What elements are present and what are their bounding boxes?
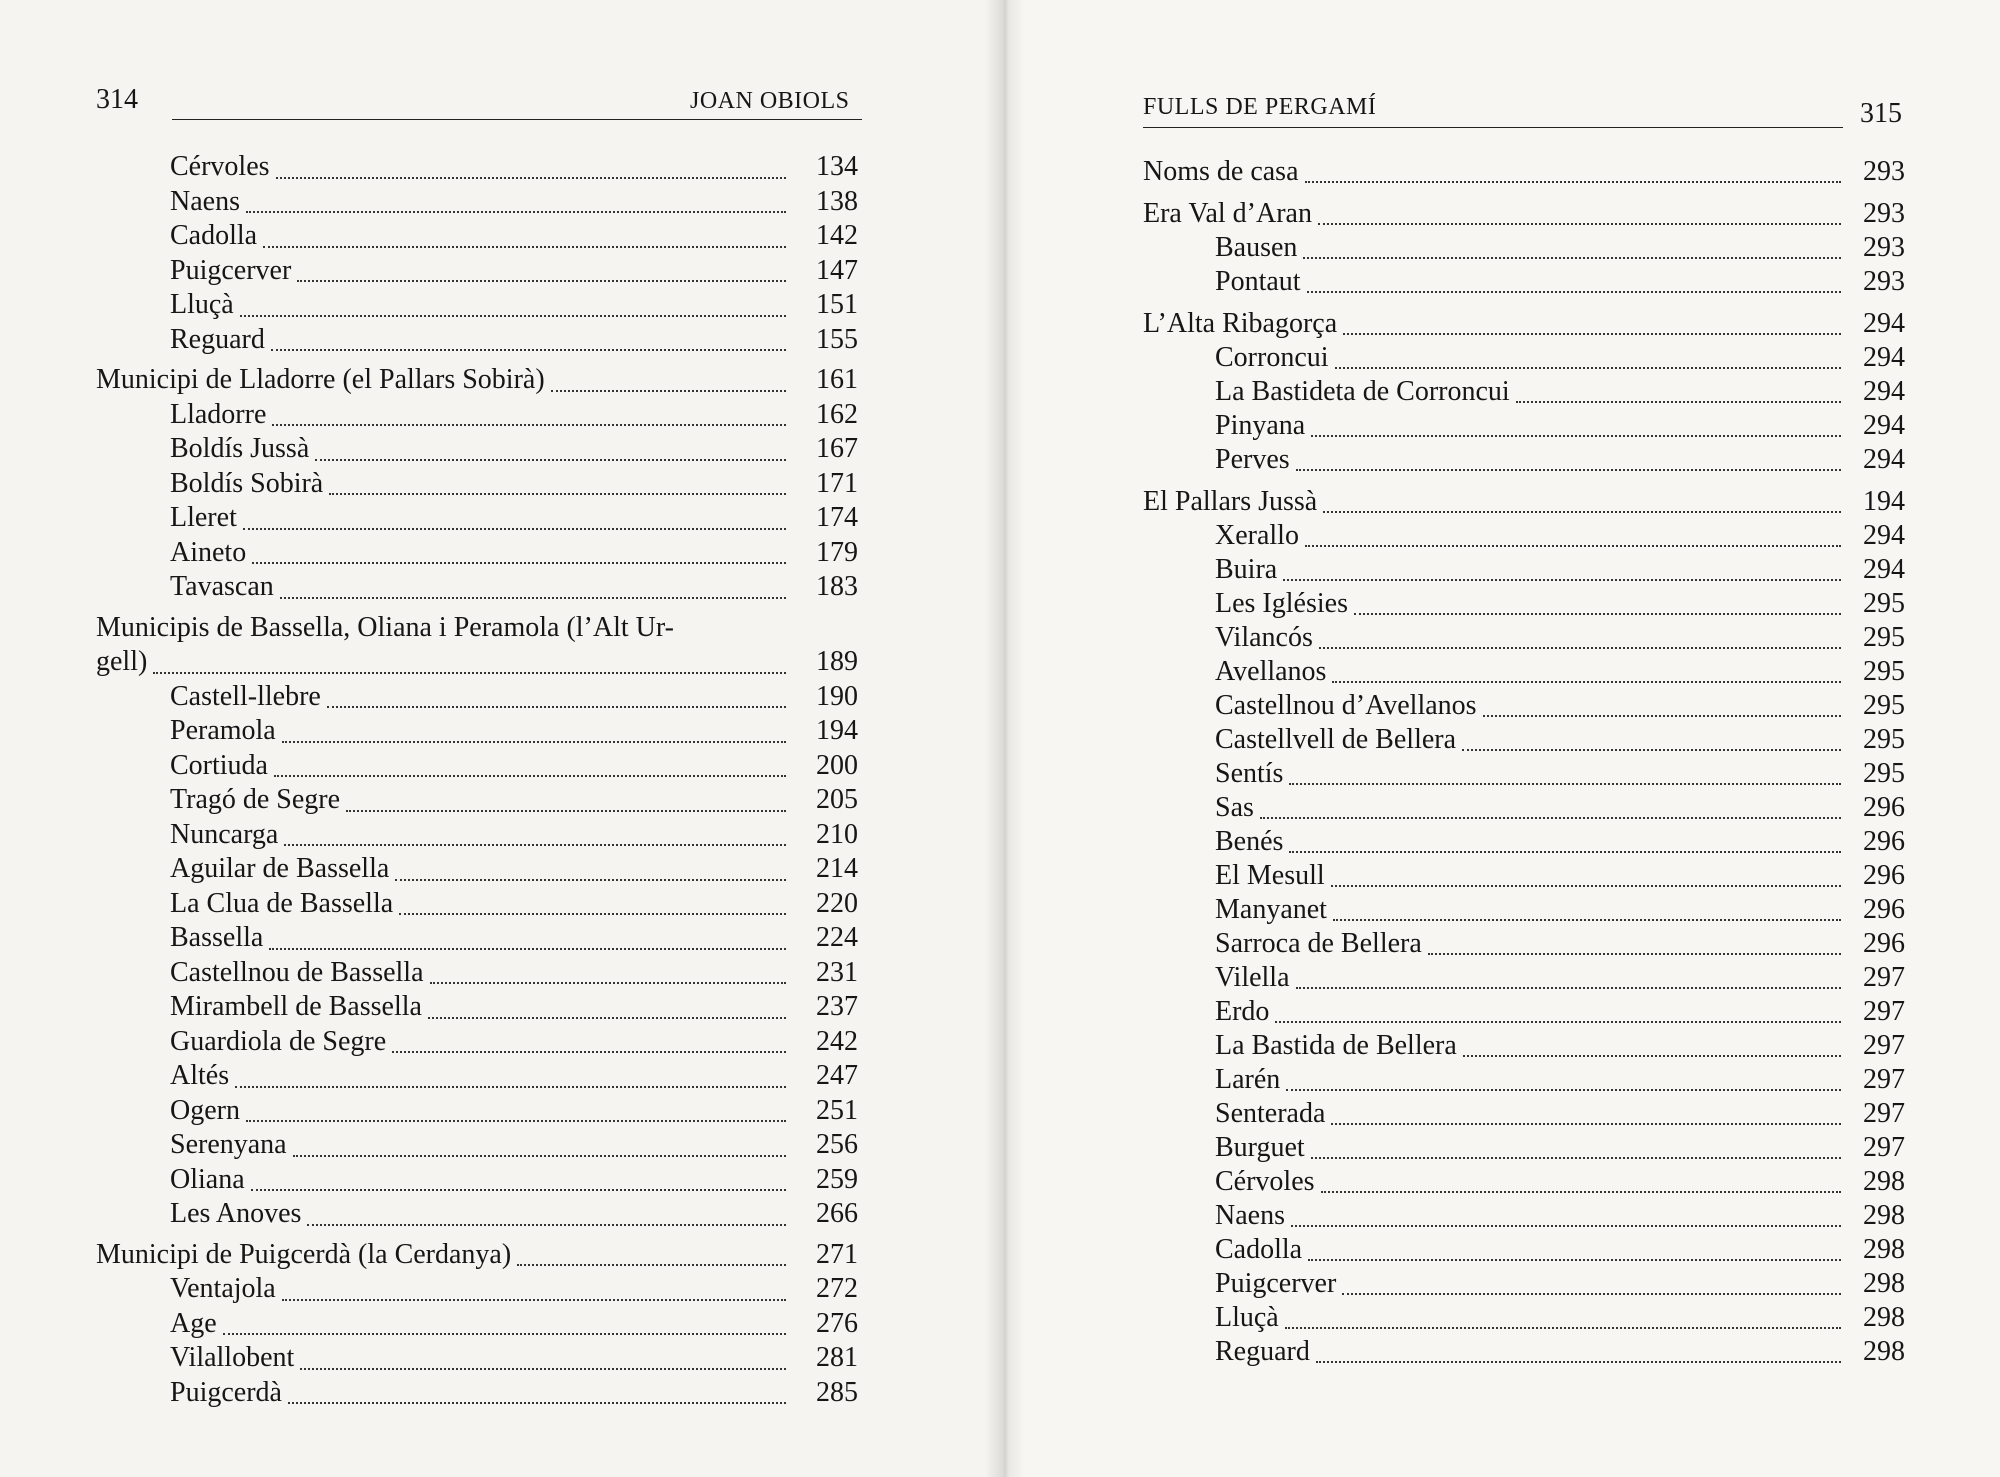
toc-entry-page-number: 194 (1863, 486, 1905, 517)
toc-entry-label: Sarroca de Bellera (1215, 928, 1422, 959)
header-rule (172, 119, 862, 120)
toc-entry-page-number: 293 (1863, 198, 1905, 229)
toc-entry-page-number: 297 (1863, 1098, 1905, 1129)
toc-entry (1143, 197, 1905, 231)
dot-leader (1305, 545, 1841, 547)
toc-entry-page-number: 296 (1863, 928, 1905, 959)
dot-leader (1318, 223, 1841, 225)
toc-entry-label: Era Val d’Aran (1143, 198, 1312, 229)
toc-entry-label: Naens (1215, 1200, 1285, 1231)
toc-entry-page-number: 231 (816, 956, 858, 988)
toc-entry-page-number: 247 (816, 1060, 858, 1091)
toc-entry (1143, 1233, 1905, 1267)
dot-leader (269, 948, 786, 950)
toc-entry-page-number: 296 (1863, 826, 1905, 857)
dot-leader (1428, 953, 1841, 955)
toc-entry (1143, 723, 1905, 757)
toc-entry-label: Municipi de Puigcerdà (la Cerdanya) (96, 1238, 512, 1270)
toc-entry-page-number: 297 (1863, 996, 1905, 1027)
toc-entry (96, 150, 858, 185)
toc-entry-label: Pontaut (1215, 266, 1301, 297)
toc-entry-page-number: 214 (816, 853, 858, 884)
toc-entry-label: Castellnou d’Avellanos (1215, 690, 1477, 721)
toc-entry-label: Tavascan (170, 571, 274, 602)
toc-entry (96, 1059, 858, 1094)
toc-entry-page-number: 271 (816, 1238, 858, 1270)
toc-entry-label: Aineto (170, 536, 247, 568)
toc-entry (1143, 341, 1905, 375)
toc-entry (1143, 1335, 1905, 1369)
toc-entry-label: Peramola (170, 715, 276, 746)
toc-entry-label: Benés (1215, 826, 1284, 857)
toc-entry-page-number: 298 (1863, 1268, 1905, 1299)
dot-leader (1296, 469, 1841, 471)
toc-entry (1143, 443, 1905, 477)
right-page (1005, 0, 2000, 1477)
toc-entry-page-number: 134 (816, 151, 858, 182)
toc-entry-page-number: 294 (1863, 376, 1905, 407)
dot-leader (1331, 885, 1841, 887)
toc-entry-page-number: 256 (816, 1129, 858, 1160)
toc-entry-page-number: 295 (1863, 724, 1905, 755)
toc-entry-page-number: 183 (816, 571, 858, 602)
toc-entry (96, 783, 858, 818)
toc-entry-page-number: 194 (816, 715, 858, 746)
dot-leader (428, 1017, 786, 1019)
toc-entry (1143, 485, 1905, 519)
toc-entry (96, 467, 858, 502)
toc-entry-label: Avellanos (1215, 656, 1327, 687)
dot-leader (1354, 613, 1841, 615)
toc-entry-page-number: 138 (816, 185, 858, 217)
toc-entry-page-number: 151 (816, 289, 858, 320)
toc-entry (96, 818, 858, 853)
toc-entry (1143, 1301, 1905, 1335)
dot-leader (517, 1264, 786, 1266)
toc-entry (1143, 375, 1905, 409)
toc-entry-label: L’Alta Ribagorça (1143, 308, 1338, 339)
toc-entry-label: La Bastida de Bellera (1215, 1030, 1457, 1061)
toc-entry-label: Sentís (1215, 758, 1284, 789)
dot-leader (395, 879, 786, 881)
toc-entry-label: Cadolla (1215, 1234, 1303, 1265)
dot-leader (307, 1224, 786, 1226)
toc-entry-label: Senterada (1215, 1098, 1326, 1129)
toc-entry-page-number: 295 (1863, 622, 1905, 653)
toc-entry-label: Aguilar de Bassella (170, 853, 390, 884)
toc-entry-page-number: 167 (816, 433, 858, 464)
toc-entry-page-number: 298 (1863, 1302, 1905, 1333)
dot-leader (1308, 1259, 1841, 1261)
table-of-contents-left (96, 150, 858, 1430)
toc-entry-page-number: 293 (1863, 156, 1905, 187)
toc-entry (96, 185, 858, 220)
dot-leader (263, 246, 786, 248)
toc-entry-label: Puigcerver (170, 254, 292, 286)
toc-entry-label: Naens (170, 185, 240, 217)
dot-leader (1462, 749, 1841, 751)
toc-entry-page-number: 295 (1863, 656, 1905, 687)
toc-entry (1143, 519, 1905, 553)
dot-leader (1311, 435, 1841, 437)
toc-entry-label: Corroncui (1215, 342, 1329, 373)
toc-entry-page-number: 266 (816, 1198, 858, 1229)
toc-entry-label-continued: gell) (96, 646, 148, 677)
toc-entry-page-number: 281 (816, 1342, 858, 1373)
toc-entry-page-number: 294 (1863, 444, 1905, 475)
table-of-contents-right (1143, 155, 1905, 1435)
toc-entry-page-number: 259 (816, 1163, 858, 1195)
toc-entry-label: Castell-llebre (170, 680, 321, 712)
toc-entry-label: Vilella (1215, 962, 1290, 993)
toc-entry-page-number: 190 (816, 680, 858, 712)
toc-entry-label: Reguard (170, 323, 265, 355)
toc-entry (96, 887, 858, 922)
toc-entry-label: Puigcerver (1215, 1268, 1337, 1299)
toc-entry-label: Nuncarga (170, 818, 279, 850)
toc-entry (96, 1025, 858, 1060)
toc-entry-page-number: 189 (816, 646, 858, 677)
toc-entry (96, 921, 858, 956)
dot-leader (280, 597, 786, 599)
toc-entry (1143, 655, 1905, 689)
toc-entry-label: Lluçà (170, 289, 234, 320)
dot-leader (271, 349, 786, 351)
toc-entry-label: Sas (1215, 792, 1254, 823)
toc-entry-label: La Clua de Bassella (170, 887, 394, 919)
dot-leader (1321, 1191, 1841, 1193)
toc-entry-page-number: 298 (1863, 1200, 1905, 1231)
page-number: 314 (96, 84, 138, 115)
toc-entry (1143, 1131, 1905, 1165)
toc-entry-page-number: 272 (816, 1273, 858, 1304)
dot-leader (251, 1189, 786, 1191)
dot-leader (1463, 1055, 1841, 1057)
toc-entry-page-number: 242 (816, 1025, 858, 1057)
header-rule (1143, 127, 1843, 128)
toc-entry (96, 570, 858, 605)
toc-entry-page-number: 294 (1863, 554, 1905, 585)
dot-leader (240, 315, 786, 317)
running-head: FULLS DE PERGAMÍ (1143, 94, 1377, 120)
dot-leader (300, 1368, 786, 1370)
toc-entry (96, 536, 858, 571)
toc-entry-page-number: 297 (1863, 962, 1905, 993)
toc-entry-page-number: 298 (1863, 1166, 1905, 1197)
toc-entry (96, 1238, 858, 1273)
toc-entry-label: Manyanet (1215, 894, 1327, 925)
toc-entry-page-number: 296 (1863, 894, 1905, 925)
toc-entry (96, 254, 858, 289)
toc-entry-label: Xerallo (1215, 520, 1299, 551)
toc-entry-page-number: 297 (1863, 1064, 1905, 1095)
toc-entry-page-number: 142 (816, 220, 858, 251)
toc-entry (1143, 927, 1905, 961)
toc-entry-label: Oliana (170, 1163, 245, 1195)
toc-entry (96, 219, 858, 254)
toc-entry-page-number: 294 (1863, 520, 1905, 551)
dot-leader (1260, 817, 1841, 819)
dot-leader (153, 672, 786, 674)
toc-entry (96, 432, 858, 467)
toc-entry-page-number: 171 (816, 467, 858, 499)
toc-entry-label: Cérvoles (170, 151, 270, 182)
dot-leader (1296, 987, 1841, 989)
toc-entry-page-number: 285 (816, 1376, 858, 1408)
toc-entry-page-number: 296 (1863, 860, 1905, 891)
dot-leader (1291, 1225, 1841, 1227)
toc-entry (96, 956, 858, 991)
toc-entry (1143, 307, 1905, 341)
toc-entry (96, 288, 858, 323)
toc-entry-label: Perves (1215, 444, 1290, 475)
toc-entry-label: Boldís Sobirà (170, 467, 324, 499)
toc-entry (96, 1128, 858, 1163)
dot-leader (329, 493, 786, 495)
toc-entry (96, 323, 858, 358)
toc-entry-label: Ogern (170, 1094, 240, 1126)
toc-entry-page-number: 294 (1863, 410, 1905, 441)
toc-entry (96, 852, 858, 887)
toc-entry (1143, 825, 1905, 859)
dot-leader (551, 390, 786, 392)
dot-leader (1311, 1157, 1841, 1159)
toc-entry-page-number: 297 (1863, 1132, 1905, 1163)
dot-leader (1289, 851, 1841, 853)
toc-entry (96, 501, 858, 536)
toc-entry (1143, 231, 1905, 265)
toc-entry (1143, 1199, 1905, 1233)
toc-entry-label: Lladorre (170, 398, 267, 430)
toc-entry-label: Tragó de Segre (170, 784, 341, 815)
toc-entry-label: Age (170, 1307, 217, 1339)
toc-entry-label: Serenyana (170, 1129, 287, 1160)
dot-leader (293, 1155, 786, 1157)
dot-leader (276, 177, 786, 179)
toc-entry (96, 611, 858, 680)
dot-leader (1316, 1361, 1841, 1363)
toc-entry-page-number: 294 (1863, 308, 1905, 339)
toc-entry (1143, 757, 1905, 791)
toc-entry (1143, 1029, 1905, 1063)
toc-entry-page-number: 205 (816, 784, 858, 815)
toc-entry-label: Vilancós (1215, 622, 1313, 653)
toc-entry (96, 363, 858, 398)
toc-entry-label: Les Iglésies (1215, 588, 1348, 619)
toc-entry-label: Vilallobent (170, 1342, 295, 1373)
toc-entry-label: Castellnou de Bassella (170, 956, 424, 988)
toc-entry-label: Larén (1215, 1064, 1281, 1095)
toc-entry-page-number: 297 (1863, 1030, 1905, 1061)
dot-leader (274, 775, 786, 777)
running-head: JOAN OBIOLS (690, 88, 850, 114)
dot-leader (1305, 181, 1841, 183)
toc-entry (96, 749, 858, 784)
toc-entry-label: Pinyana (1215, 410, 1306, 441)
dot-leader (346, 810, 786, 812)
toc-entry-page-number: 162 (816, 398, 858, 430)
toc-entry-label: Bassella (170, 922, 264, 953)
toc-entry-page-number: 295 (1863, 690, 1905, 721)
toc-entry-label: Castellvell de Bellera (1215, 724, 1457, 755)
dot-leader (1303, 257, 1841, 259)
dot-leader (1323, 511, 1841, 513)
toc-entry-page-number: 220 (816, 887, 858, 919)
toc-entry-page-number: 179 (816, 536, 858, 568)
page-number: 315 (1860, 98, 1902, 129)
dot-leader (1343, 333, 1841, 335)
toc-entry-page-number: 296 (1863, 792, 1905, 823)
toc-entry (96, 1341, 858, 1376)
toc-entry-page-number: 155 (816, 323, 858, 355)
dot-leader (252, 562, 786, 564)
toc-entry-label: Boldís Jussà (170, 433, 310, 464)
toc-entry (1143, 995, 1905, 1029)
dot-leader (243, 528, 786, 530)
toc-entry (96, 1197, 858, 1232)
toc-entry (1143, 553, 1905, 587)
toc-entry-page-number: 251 (816, 1094, 858, 1126)
toc-entry (1143, 689, 1905, 723)
dot-leader (235, 1086, 786, 1088)
toc-entry (1143, 265, 1905, 299)
dot-leader (1332, 681, 1841, 683)
dot-leader (1516, 401, 1841, 403)
dot-leader (288, 1402, 786, 1404)
toc-entry-page-number: 200 (816, 749, 858, 781)
toc-entry-label: El Mesull (1215, 860, 1325, 891)
toc-entry-label: Les Anoves (170, 1198, 302, 1229)
dot-leader (315, 459, 786, 461)
toc-entry (1143, 155, 1905, 189)
dot-leader (1333, 919, 1841, 921)
dot-leader (1275, 1021, 1841, 1023)
dot-leader (272, 424, 786, 426)
dot-leader (246, 1120, 786, 1122)
toc-entry (96, 1163, 858, 1198)
toc-entry-label: Lleret (170, 502, 237, 533)
dot-leader (284, 844, 786, 846)
toc-entry (96, 1376, 858, 1411)
dot-leader (297, 280, 786, 282)
dot-leader (223, 1333, 786, 1335)
toc-entry (1143, 791, 1905, 825)
toc-entry (96, 680, 858, 715)
toc-entry (1143, 893, 1905, 927)
toc-entry (1143, 1267, 1905, 1301)
toc-entry-page-number: 298 (1863, 1336, 1905, 1367)
toc-entry (96, 714, 858, 749)
dot-leader (430, 982, 786, 984)
toc-entry-label: Guardiola de Segre (170, 1025, 387, 1057)
toc-entry (96, 1272, 858, 1307)
dot-leader (282, 741, 786, 743)
toc-entry (96, 398, 858, 433)
toc-entry-label: Cortiuda (170, 749, 268, 781)
toc-entry-label: Cadolla (170, 220, 258, 251)
dot-leader (392, 1051, 786, 1053)
toc-entry (1143, 961, 1905, 995)
toc-entry-label: Cérvoles (1215, 1166, 1315, 1197)
toc-entry-page-number: 224 (816, 922, 858, 953)
toc-entry-label: La Bastideta de Corroncui (1215, 376, 1510, 407)
toc-entry-page-number: 147 (816, 254, 858, 286)
toc-entry (1143, 1165, 1905, 1199)
dot-leader (1286, 1089, 1841, 1091)
dot-leader (282, 1299, 786, 1301)
dot-leader (399, 913, 786, 915)
toc-entry-label: El Pallars Jussà (1143, 486, 1318, 517)
toc-entry (1143, 409, 1905, 443)
toc-entry-page-number: 294 (1863, 342, 1905, 373)
dot-leader (327, 706, 786, 708)
toc-entry (96, 1094, 858, 1129)
toc-entry-page-number: 276 (816, 1307, 858, 1339)
dot-leader (1283, 579, 1841, 581)
dot-leader (246, 211, 786, 213)
toc-entry-label: Municipi de Lladorre (el Pallars Sobirà) (96, 364, 545, 395)
toc-entry-label: Puigcerdà (170, 1376, 282, 1408)
toc-entry-page-number: 174 (816, 502, 858, 533)
toc-entry-page-number: 293 (1863, 232, 1905, 263)
toc-entry-page-number: 295 (1863, 588, 1905, 619)
toc-entry-page-number: 237 (816, 991, 858, 1022)
toc-entry (1143, 587, 1905, 621)
toc-entry-page-number: 161 (816, 364, 858, 395)
dot-leader (1289, 783, 1841, 785)
toc-entry (1143, 1063, 1905, 1097)
toc-entry-label: Burguet (1215, 1132, 1305, 1163)
toc-entry-label: Lluçà (1215, 1302, 1279, 1333)
toc-entry-label: Municipis de Bassella, Oliana i Peramola (l’Alt Ur- (96, 611, 674, 643)
toc-entry-label: Erdo (1215, 996, 1270, 1027)
toc-entry (1143, 859, 1905, 893)
toc-entry-label: Buira (1215, 554, 1278, 585)
dot-leader (1319, 647, 1841, 649)
toc-entry-label: Mirambell de Bassella (170, 991, 422, 1022)
toc-entry-page-number: 293 (1863, 266, 1905, 297)
dot-leader (1483, 715, 1841, 717)
toc-entry-label: Noms de casa (1143, 156, 1299, 187)
toc-entry-label: Reguard (1215, 1336, 1310, 1367)
dot-leader (1335, 367, 1841, 369)
toc-entry-page-number: 210 (816, 818, 858, 850)
toc-entry-label: Altés (170, 1060, 230, 1091)
toc-entry-page-number: 295 (1863, 758, 1905, 789)
dot-leader (1285, 1327, 1841, 1329)
toc-entry (96, 1307, 858, 1342)
toc-entry (1143, 621, 1905, 655)
toc-entry-page-number: 298 (1863, 1234, 1905, 1265)
dot-leader (1307, 291, 1841, 293)
toc-entry-label: Ventajola (170, 1273, 276, 1304)
toc-entry (96, 990, 858, 1025)
dot-leader (1342, 1293, 1841, 1295)
toc-entry-label: Bausen (1215, 232, 1298, 263)
dot-leader (1331, 1123, 1841, 1125)
toc-entry (1143, 1097, 1905, 1131)
